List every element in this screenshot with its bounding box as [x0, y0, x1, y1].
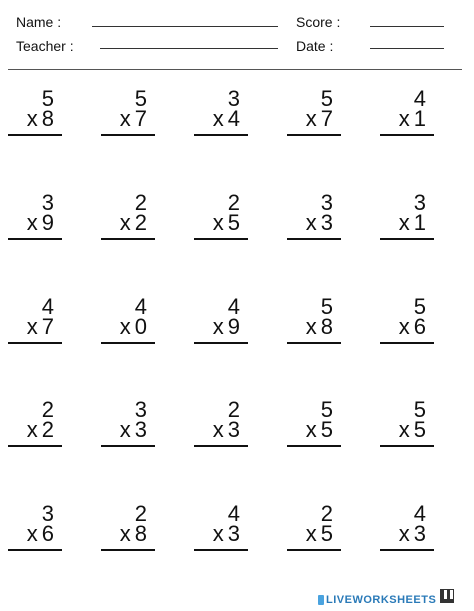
- multiplier: 8: [134, 521, 147, 546]
- multiplication-problem: [374, 399, 434, 459]
- answer-line: [380, 342, 434, 344]
- multiplication-problem: [95, 503, 155, 563]
- times-sign: x: [119, 521, 131, 546]
- times-sign: x: [305, 417, 317, 442]
- multiplicand: 4: [413, 501, 426, 526]
- answer-line: [287, 134, 341, 136]
- answer-line: [8, 342, 62, 344]
- multiplication-problem: [188, 399, 248, 459]
- date-label: Date :: [296, 38, 334, 54]
- multiplier: 7: [134, 106, 147, 131]
- name-label: Name :: [16, 14, 62, 30]
- score-label: Score :: [296, 14, 341, 30]
- times-sign: x: [26, 521, 38, 546]
- multiplication-problem: [95, 399, 155, 459]
- times-sign: x: [305, 210, 317, 235]
- multiplier-row: [27, 108, 54, 130]
- multiplication-problem: [281, 192, 341, 252]
- multiplier: 3: [227, 521, 240, 546]
- times-sign: x: [398, 521, 410, 546]
- multiplier-row: [120, 419, 147, 441]
- multiplication-problem: [281, 399, 341, 459]
- multiplier: 3: [320, 210, 333, 235]
- multiplier: 5: [320, 521, 333, 546]
- multiplier: 5: [320, 417, 333, 442]
- qr-code-icon: [440, 589, 454, 603]
- multiplication-problem: [2, 192, 62, 252]
- multiplicand: 3: [134, 397, 147, 422]
- times-sign: x: [305, 314, 317, 339]
- answer-line: [194, 238, 248, 240]
- times-sign: x: [212, 417, 224, 442]
- multiplication-problem: [188, 192, 248, 252]
- multiplicand: 4: [227, 294, 240, 319]
- multiplicand: 5: [134, 86, 147, 111]
- answer-line: [380, 549, 434, 551]
- footer-branding: [318, 589, 468, 607]
- multiplier-row: [213, 108, 240, 130]
- multiplier: 3: [413, 521, 426, 546]
- times-sign: x: [398, 106, 410, 131]
- multiplier: 2: [41, 417, 54, 442]
- answer-line: [8, 238, 62, 240]
- multiplication-problem: [188, 88, 248, 148]
- multiplication-problem: [281, 503, 341, 563]
- answer-line: [8, 549, 62, 551]
- header-divider: [8, 69, 462, 70]
- multiplicand: 2: [320, 501, 333, 526]
- multiplier-row: [27, 316, 54, 338]
- multiplier: 7: [320, 106, 333, 131]
- multiplicand: 3: [41, 501, 54, 526]
- multiplier-row: [120, 316, 147, 338]
- answer-line: [287, 342, 341, 344]
- times-sign: x: [305, 106, 317, 131]
- times-sign: x: [26, 417, 38, 442]
- answer-line: [194, 134, 248, 136]
- multiplier: 4: [227, 106, 240, 131]
- multiplicand: 4: [134, 294, 147, 319]
- times-sign: x: [398, 417, 410, 442]
- multiplicand: 5: [320, 86, 333, 111]
- times-sign: x: [119, 106, 131, 131]
- multiplication-problem: [2, 88, 62, 148]
- teacher-label: Teacher :: [16, 38, 74, 54]
- multiplication-problem: [2, 399, 62, 459]
- multiplier: 6: [41, 521, 54, 546]
- multiplier-row: [306, 108, 333, 130]
- answer-line: [194, 445, 248, 447]
- multiplication-problem: [374, 192, 434, 252]
- multiplier-row: [120, 108, 147, 130]
- multiplicand: 5: [320, 294, 333, 319]
- multiplier-row: [120, 212, 147, 234]
- multiplicand: 2: [134, 190, 147, 215]
- liveworksheets-logo-icon: [318, 595, 324, 605]
- multiplicand: 3: [320, 190, 333, 215]
- score-field[interactable]: [370, 26, 444, 27]
- multiplier: 3: [227, 417, 240, 442]
- times-sign: x: [305, 521, 317, 546]
- multiplier: 2: [134, 210, 147, 235]
- multiplicand: 2: [41, 397, 54, 422]
- multiplier: 1: [413, 106, 426, 131]
- times-sign: x: [26, 106, 38, 131]
- multiplier-row: [120, 523, 147, 545]
- times-sign: x: [212, 106, 224, 131]
- answer-line: [8, 445, 62, 447]
- answer-line: [101, 134, 155, 136]
- multiplier: 5: [413, 417, 426, 442]
- multiplication-problem: [374, 296, 434, 356]
- multiplier-row: [306, 212, 333, 234]
- multiplier: 0: [134, 314, 147, 339]
- multiplicand: 2: [227, 397, 240, 422]
- multiplication-problem: [281, 88, 341, 148]
- brand-name: LIVEWORKSHEETS: [326, 594, 437, 606]
- multiplicand: 3: [227, 86, 240, 111]
- name-field[interactable]: [92, 26, 278, 27]
- multiplier-row: [213, 316, 240, 338]
- multiplier: 8: [41, 106, 54, 131]
- multiplier: 1: [413, 210, 426, 235]
- multiplicand: 5: [41, 86, 54, 111]
- date-field[interactable]: [370, 48, 444, 49]
- multiplication-problem: [2, 503, 62, 563]
- answer-line: [194, 549, 248, 551]
- multiplication-problem: [95, 192, 155, 252]
- times-sign: x: [26, 314, 38, 339]
- teacher-field[interactable]: [100, 48, 278, 49]
- multiplication-problem: [95, 296, 155, 356]
- multiplier: 5: [227, 210, 240, 235]
- multiplier-row: [27, 419, 54, 441]
- multiplication-problem: [374, 503, 434, 563]
- multiplication-problem: [188, 296, 248, 356]
- answer-line: [8, 134, 62, 136]
- multiplicand: 3: [413, 190, 426, 215]
- multiplicand: 2: [134, 501, 147, 526]
- answer-line: [101, 342, 155, 344]
- answer-line: [287, 549, 341, 551]
- times-sign: x: [212, 210, 224, 235]
- answer-line: [380, 134, 434, 136]
- multiplier-row: [213, 212, 240, 234]
- multiplicand: 5: [413, 397, 426, 422]
- answer-line: [287, 445, 341, 447]
- multiplier: 7: [41, 314, 54, 339]
- answer-line: [380, 445, 434, 447]
- multiplier-row: [213, 523, 240, 545]
- multiplication-problem: [281, 296, 341, 356]
- multiplicand: 4: [227, 501, 240, 526]
- times-sign: x: [398, 210, 410, 235]
- multiplier-row: [306, 523, 333, 545]
- times-sign: x: [119, 417, 131, 442]
- multiplier: 9: [41, 210, 54, 235]
- multiplier-row: [399, 316, 426, 338]
- multiplicand: 4: [413, 86, 426, 111]
- times-sign: x: [26, 210, 38, 235]
- multiplication-problem: [2, 296, 62, 356]
- multiplier: 9: [227, 314, 240, 339]
- multiplier-row: [399, 212, 426, 234]
- multiplication-problem: [95, 88, 155, 148]
- multiplier-row: [27, 523, 54, 545]
- answer-line: [194, 342, 248, 344]
- multiplier-row: [213, 419, 240, 441]
- multiplier-row: [399, 523, 426, 545]
- multiplicand: 3: [41, 190, 54, 215]
- multiplier-row: [399, 419, 426, 441]
- multiplicand: 2: [227, 190, 240, 215]
- answer-line: [380, 238, 434, 240]
- multiplier-row: [306, 316, 333, 338]
- multiplication-problem: [374, 88, 434, 148]
- times-sign: x: [398, 314, 410, 339]
- answer-line: [287, 238, 341, 240]
- multiplier: 8: [320, 314, 333, 339]
- multiplier: 6: [413, 314, 426, 339]
- answer-line: [101, 549, 155, 551]
- multiplier: 3: [134, 417, 147, 442]
- times-sign: x: [119, 314, 131, 339]
- answer-line: [101, 238, 155, 240]
- times-sign: x: [212, 314, 224, 339]
- times-sign: x: [119, 210, 131, 235]
- multiplication-problem: [188, 503, 248, 563]
- multiplicand: 5: [320, 397, 333, 422]
- multiplier-row: [306, 419, 333, 441]
- multiplicand: 5: [413, 294, 426, 319]
- multiplicand: 4: [41, 294, 54, 319]
- times-sign: x: [212, 521, 224, 546]
- multiplier-row: [399, 108, 426, 130]
- answer-line: [101, 445, 155, 447]
- multiplier-row: [27, 212, 54, 234]
